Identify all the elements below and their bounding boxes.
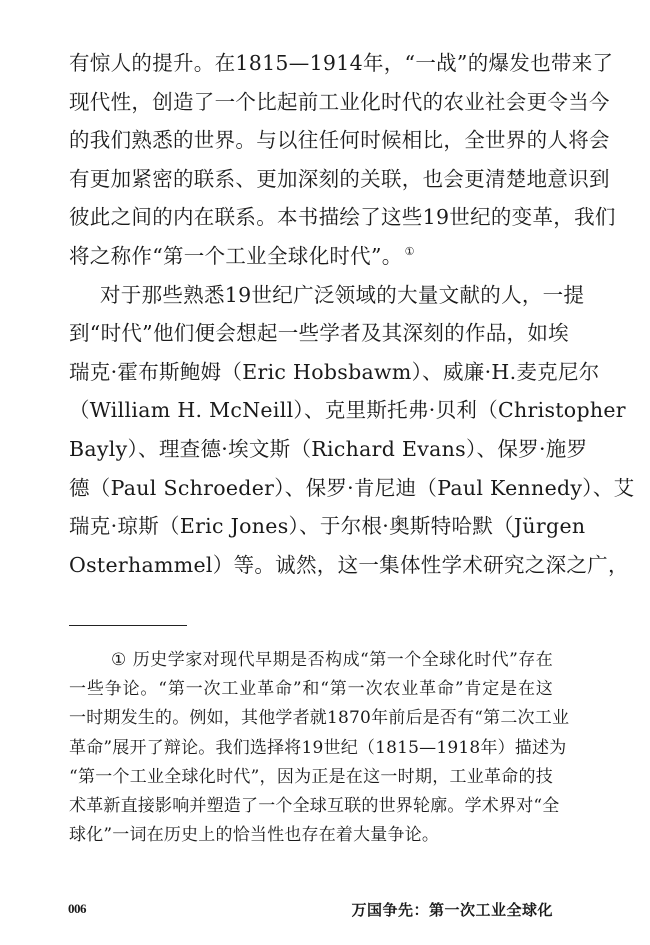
body-text xyxy=(69,44,635,584)
text-line: 现代性，创造了一个比起前工业化时代的农业社会更令当今 xyxy=(69,89,610,114)
text-line: （William H. McNeill）、克里斯托弗·贝利（Christopher xyxy=(69,398,626,423)
text-line: Osterhammel）等。诚然，这一集体性学术研究之深之广， xyxy=(69,552,629,577)
running-title: 万国争先：第一次工业全球化 xyxy=(351,900,553,919)
footnote-line: 球化”一词在历史上的恰当性也存在着大量争论。 xyxy=(69,825,440,846)
footnotes xyxy=(69,646,570,850)
paragraph-1 xyxy=(69,44,616,276)
text-line: 瑞克·霍布斯鲍姆（Eric Hobsbawm）、威廉·H.麦克尼尔 xyxy=(69,359,600,384)
footnote-line: 术革新直接影响并塑造了一个全球互联的世界轮廓。学术界对“全 xyxy=(69,795,560,816)
footnote-line xyxy=(69,646,553,675)
footnote-line: 一时期发生的。例如，其他学者就1870年前后是否有“第二次工业 xyxy=(69,708,570,729)
text-line: 彼此之间的内在联系。本书描绘了这些19世纪的变革，我们 xyxy=(69,205,616,230)
footnote-text: 历史学家对现代早期是否构成“第一个全球化时代”存在 xyxy=(132,650,553,670)
text-line: Bayly）、理查德·埃文斯（Richard Evans）、保罗·施罗 xyxy=(69,436,588,461)
paragraph-2 xyxy=(69,276,635,585)
footnote-reference[interactable]: ① xyxy=(404,244,415,258)
footnote-separator xyxy=(69,625,187,626)
footnote-marker: ① xyxy=(111,650,127,670)
text-line: 有更加紧密的联系、更加深刻的关联，也会更清楚地意识到 xyxy=(69,166,610,191)
footnote-line: 一些争论。“第一次工业革命”和“第一次农业革命”肯定是在这 xyxy=(69,679,553,700)
page-footer xyxy=(68,898,553,920)
text-line: 德（Paul Schroeder）、保罗·肯尼迪（Paul Kennedy）、艾 xyxy=(69,475,635,500)
text-line: 到“时代”他们便会想起一些学者及其深刻的作品，如埃 xyxy=(69,321,569,346)
page-number: 006 xyxy=(68,901,86,916)
footnote-line: “第一个工业全球化时代”，因为正是在这一时期，工业革命的技 xyxy=(69,766,553,787)
text-line: 的我们熟悉的世界。与以往任何时候相比，全世界的人将会 xyxy=(69,128,610,153)
footnote-line: 革命”展开了辩论。我们选择将19世纪（1815—1918年）描述为 xyxy=(69,737,567,758)
text-line: 将之称作“第一个工业全球化时代”。 xyxy=(69,243,403,268)
text-line: 瑞克·琼斯（Eric Jones）、于尔根·奥斯特哈默（Jürgen xyxy=(69,514,586,539)
text-line-with-footnote xyxy=(69,237,553,276)
text-line: 对于那些熟悉19世纪广泛领域的大量文献的人，一提 xyxy=(100,282,585,307)
text-line: 有惊人的提升。在1815—1914年，“一战”的爆发也带来了 xyxy=(69,51,614,75)
